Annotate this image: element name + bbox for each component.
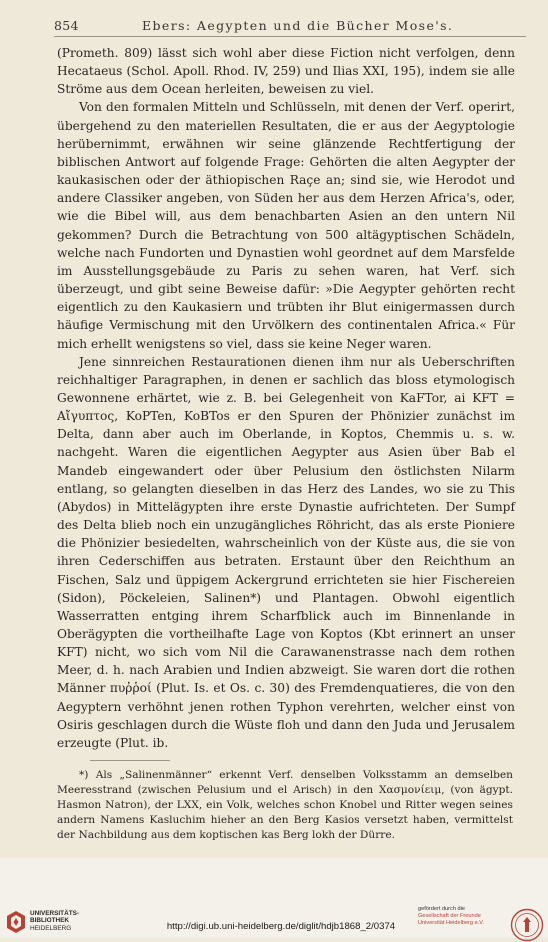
permalink-url[interactable]: http://digi.ub.uni-heidelberg.de/diglit/hdjb1868_2/0374 — [166, 921, 396, 932]
library-name-line1: UNIVERSITÄTS- — [30, 910, 79, 917]
footnote — [57, 768, 513, 843]
header-rule — [54, 36, 526, 37]
sponsor-credit — [418, 906, 504, 927]
library-name-line3: HEIDELBERG — [30, 924, 72, 932]
library-emblem-icon — [6, 910, 26, 934]
university-seal-icon — [510, 908, 544, 942]
library-logo — [6, 910, 79, 938]
paragraph-2: Von den formalen Mitteln und Schlüsseln, mit denen der Verf. operirt, übergehend zu den materiellen Resultaten, die er aus der Aegyptologie herübernimmt, erwähnen wir seine glänzende Rechtfertigung der biblischen Antwort auf folgende Frage: Gehörten die alten Aegypter der kaukasischen oder der äthiopischen Raçe an; sind sie, wie Herodot und andere Classiker angeben, von Süden her aus dem Herzen Africa's, oder, wie die Bibel will, aus dem benachbarten Asien an den untern Nil gekommen? Durch die Betrachtung von 500 altägyptischen Schädeln, welche nach Fundorten und Dynastien wohl geordnet auf dem Marsfelde im Ausstellungsgebäude zu Paris zu sehen waren, hat Verf. sich überzeugt, und gibt seine Beweise dafür: »Die Aegypter gehörten recht eigentlich zu den Kaukasiern und trübten ihr Blut einigermassen durch häufige Vermischung mit den Urvölkern des continentalen Africa.« Für mich erhellt wenigstens so viel, dass sie keine Neger waren. — [57, 100, 515, 351]
page-number: 854 — [54, 18, 79, 33]
footnote-rule — [90, 760, 170, 761]
paragraph-3: Jene sinnreichen Restaurationen dienen ihm nur als Ueberschriften reichhaltiger Paragraphen, in denen er sachlich das bloss etymologisch Gewonnene erhärtet, wie z. B. bei Gelegenheit von KaFTor, ai KFT = Αἴγυπτος, KoPTen, KoBTos er den Spuren der Phönizier zunächst im Delta, dann aber auch im Oberlande, in Koptos, Chemmis u. s. w. nachgeht. Waren die eigentlichen Aegypter aus Asien über Bab el Mandeb eingewandert oder über Pelusium den östlichsten Nilarm entlang, so gelangten dieselben in das Herz des Landes, wo sie zu This (Abydos) in Mittelägypten ihre erste Dynastie aufrichteten. Der Sumpf des Delta blieb noch ein unzugängliches Röhricht, das als erste Pioniere die Phönizier besiedelten, wahrscheinlich von der Küste aus, die sie von ihren Cederschiffen aus betraten. Erstaunt über den Reichthum an Fischen, Salz und üppigem Ackergrund errichteten sie hier Fischereien (Sidon), Pöckeleien, Salinen*) und Plantagen. Obwohl eigentlich Wasserratten entging ihrem Scharfblick auch im Binnenlande in Oberägypten die vortheilhafte Lage von Koptos (Kbt erinnert an unser KFT) nicht, wo sich vom Nil die Carawanenstrasse nach dem rothen Meer, d. h. nach Arabien und Indien abzweigt. Sie waren dort die rothen Männer πυῤῥοί (Plut. Is. et Os. c. 30) des Fremdenquatieres, die von den Aegyptern verhöhnt jenen rothen Typhon verehrten, welcher einst von Osiris geschlagen durch die Wüste floh und dann den Juda und Jerusalem erzeugte (Plut. ib. — [57, 354, 515, 750]
digitization-footer — [0, 858, 548, 938]
sponsor-line3: Universität Heidelberg e.V. — [418, 920, 485, 926]
footnote-text: *) Als „Salinenmänner“ erkennt Verf. denselben Volksstamm an demselben Meeresstrand (zwischen Pelusium und el Arisch) in den Χασμονίειμ, (von ägypt. Hasmon Natron), der LXX, ein Volk, welches schon Knobel und Ritter wegen seines andern Namens Kasluchim hieher an den Berg Kasios versetzt haben, vermittelst der Nachbildung aus dem koptischen kas Berg lokh der Dürre. — [57, 769, 513, 841]
sponsor-line1: gefördert durch die — [418, 906, 465, 912]
body-text — [57, 44, 515, 752]
library-name-line2: BIBLIOTHEK — [30, 917, 70, 925]
running-title: Ebers: Aegypten und die Bücher Mose's. — [142, 18, 454, 33]
sponsor-line2: Gesellschaft der Freunde — [418, 913, 481, 919]
paragraph-1: (Prometh. 809) lässt sich wohl aber diese Fiction nicht verfolgen, denn Hecataeus (Schol. Apoll. Rhod. IV, 259) und Ilias XXI, 195), indem sie alle Ströme aus dem Ocean herleiten, beweisen zu viel. — [57, 46, 515, 97]
